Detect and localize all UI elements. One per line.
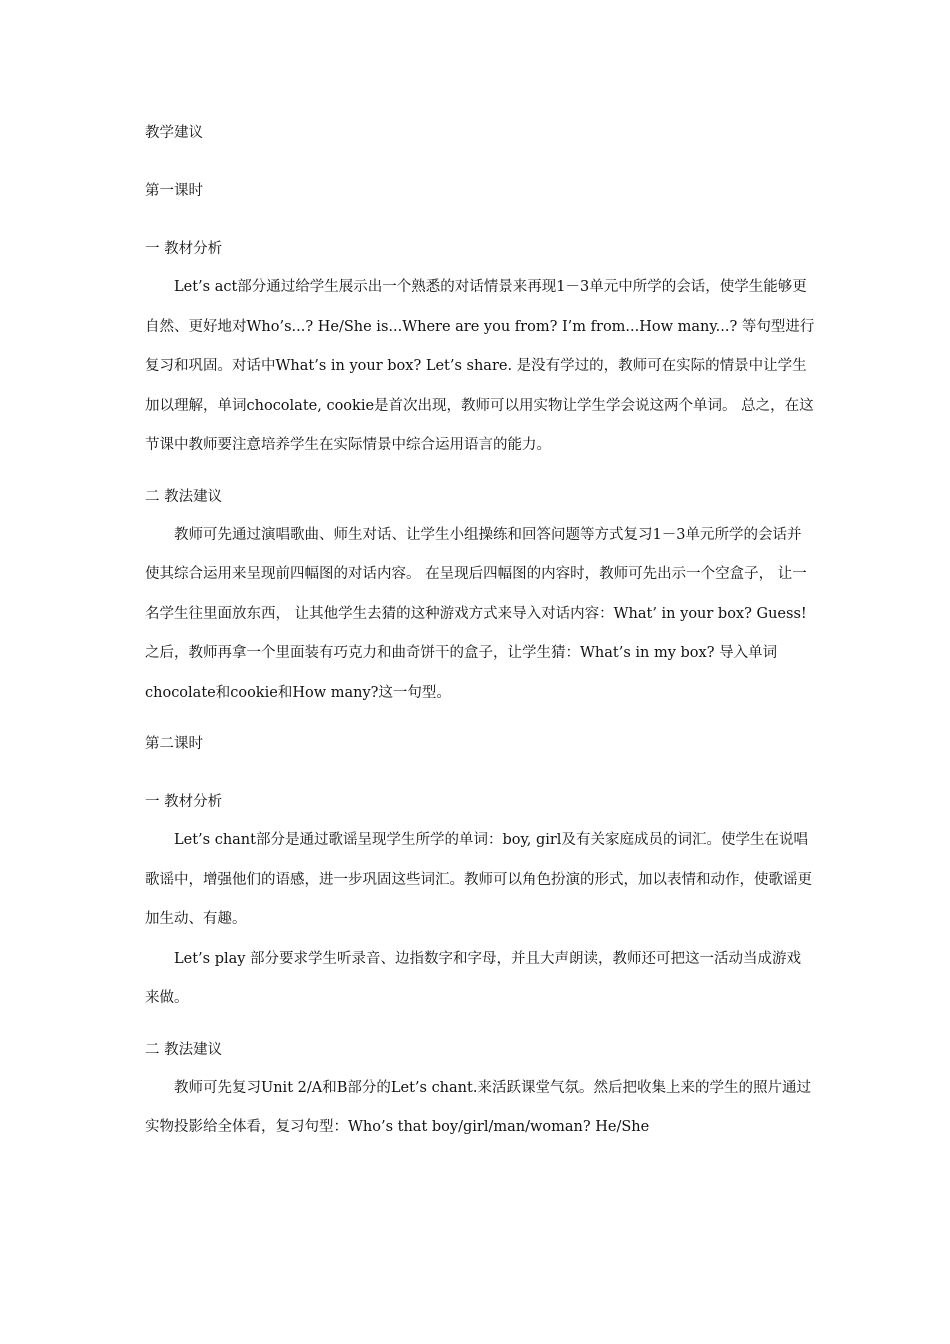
- lesson1-section1-heading: 一 教材分析: [145, 241, 223, 257]
- lesson1-heading: 第一课时: [145, 183, 203, 199]
- lesson2-heading: 第二课时: [145, 736, 203, 752]
- document-body: [145, 120, 815, 1148]
- lesson2-section1-paragraph-1: Let’s chant部分是通过歌谣呈现学生所学的单词：boy, girl及有关家庭成员的词汇。使学生在说唱歌谣中，增强他们的语感，进一步巩固这些词汇。教师可以角色扮演的形式，加以表情和动作，使歌谣更加生动、有趣。: [145, 832, 812, 927]
- lesson1-section2-heading: 二 教法建议: [145, 488, 223, 505]
- lesson1-section1-paragraph: Let’s act部分通过给学生展示出一个熟悉的对话情景来再现1－3单元中所学的会话，使学生能够更自然、更好地对Who’s...? He/She is...Where are you from? I’m from...How many...? 等句型进行复习和巩固。对话中What’s in your box? Let’s share. 是没有学过的，教师可在实际的情景中让学生加以理解，单词chocolate, cookie是首次出现，教师可以用实物让学生学会说这两个单词。 总之，在这节课中教师要注意培养学生在实际情景中综合运用语言的能力。: [145, 279, 815, 453]
- document-title: 教学建议: [145, 125, 203, 141]
- lesson2-section2-paragraph: 教师可先复习Unit 2/A和B部分的Let’s chant.来活跃课堂气氛。然后把收集上来的学生的照片通过实物投影给全体看，复习句型：Who’s that boy/girl/man/woman? He/She: [145, 1079, 811, 1135]
- lesson2-section2-heading: 二 教法建议: [145, 1041, 223, 1058]
- lesson2-section1-heading: 一 教材分析: [145, 794, 223, 810]
- lesson2-section1-paragraph-2: Let’s play 部分要求学生听录音、边指数字和字母，并且大声朗读，教师还可把这一活动当成游戏来做。: [145, 950, 802, 1006]
- lesson1-section2-paragraph: 教师可先通过演唱歌曲、师生对话、让学生小组操练和回答问题等方式复习1－3单元所学的会话并使其综合运用来呈现前四幅图的对话内容。 在呈现后四幅图的内容时，教师可先出示一个空盒子， 让一名学生往里面放东西， 让其他学生去猜的这种游戏方式来导入对话内容：What’ in your box? Guess! 之后，教师再拿一个里面装有巧克力和曲奇饼干的盒子，让学生猜：What’s in my box? 导入单词chocolate和cookie和How many?这一句型。: [145, 526, 807, 701]
